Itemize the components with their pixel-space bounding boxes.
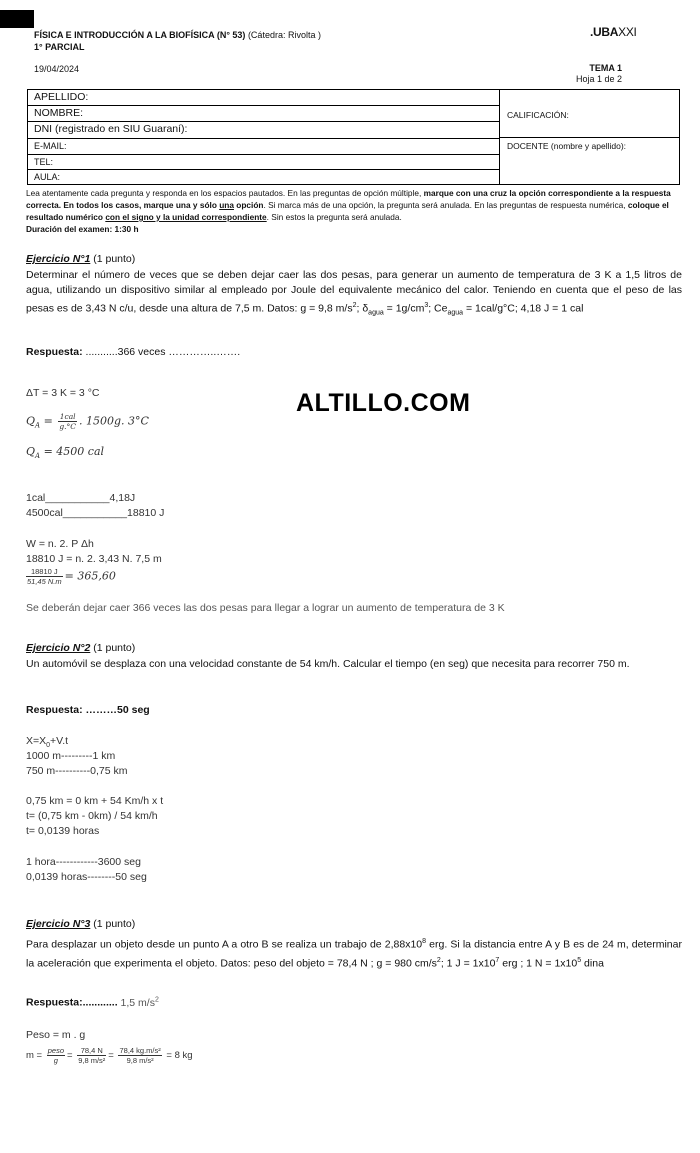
ex3-weight-eq: Peso = m . g (26, 1029, 86, 1041)
field-dni[interactable]: DNI (registrado en SIU Guaraní): (28, 122, 499, 139)
fraction-kg (118, 1046, 161, 1065)
ex2-heading (26, 642, 135, 654)
ex2-formula-sub: 0 (46, 742, 51, 750)
frac-num: 1cal (59, 412, 76, 421)
ex1-text-c: = 1g/cm (383, 302, 425, 315)
ex3-points: (1 punto) (90, 918, 136, 930)
ex2-points: (1 punto) (90, 642, 136, 654)
qa-symbol: Q (26, 414, 36, 428)
ex1-conclusion: Se deberán dejar caer 366 veces las dos pesas para llegar a lograr un aumento de temperatura de 3 K (26, 602, 505, 614)
ex2-formula-b: +V.t (50, 735, 69, 747)
ex1-heat-formula: $Q_A$ = $\frac{\text{1cal}}{g.^\circ C}$ . 1500g. 3°C (26, 412, 149, 431)
field-email[interactable]: E-MAIL: (28, 139, 499, 155)
grading-fields (500, 90, 679, 184)
ex3-text-a: Para desplazar un objeto desde un punto A a otro B se realiza un trabajo de 2,88x10 (26, 938, 423, 951)
fc-num: 78,4 kg.m/s² (119, 1046, 161, 1055)
ex2-work-7: 1 hora------------3600 seg (26, 856, 141, 868)
ex1-sub-agua: agua (368, 309, 384, 317)
ex3-answer (26, 996, 159, 1009)
catedra: (Cátedra: Rivolta ) (245, 30, 321, 40)
instr-bold-2: opción (233, 200, 264, 210)
info-fields (28, 90, 500, 184)
ex3-text-e: dina (581, 957, 604, 969)
ex2-answer (26, 704, 150, 716)
ex1-conversion-2: 4500cal___________18810 J (26, 507, 165, 519)
ex2-work-8: 0,0139 horas--------50 seg (26, 871, 147, 883)
mass-result: = 8 kg (166, 1050, 193, 1062)
m-lhs: m = (26, 1050, 43, 1062)
ex3-mass-calc: m = $\frac{\text{peso}}{g}$ = $\frac{78,4 N}{\text{9,8 m/s²}}$ = $\frac{\text{78,4 kg.m/s²}}{\text{9,8 m/s²}}$ = 8 kg (26, 1046, 193, 1065)
ex3-sup-1: 8 (422, 938, 427, 945)
ex1-text-b: ; δ (356, 302, 369, 315)
fa-den: g (53, 1056, 58, 1065)
ex3-sup-4: 5 (577, 956, 582, 964)
ex1-text-d: ; Ce (428, 302, 448, 315)
logo-main: .UBA (590, 25, 619, 39)
ex3-answer-value-wrap (118, 997, 159, 1009)
fb-num: 78,4 N (77, 1046, 106, 1056)
exam-title (34, 29, 321, 53)
ex1-sub-agua-2: agua (447, 309, 464, 317)
fraction-peso (47, 1046, 65, 1065)
instr-text-2: . Si marca más de una opción, la pregunta será anulada. En las preguntas de respuesta numérica, (263, 200, 628, 210)
fraction-newton (77, 1046, 106, 1065)
fa-num: peso (47, 1046, 65, 1055)
instr-bold-3: coloque el resultado numérico (26, 200, 669, 222)
ex1-heat-result (26, 444, 104, 464)
ex1-work-sub: 18810 J = n. 2. 3,43 N. 7,5 m (26, 553, 162, 565)
fraction-n (26, 567, 63, 586)
ex3-answer-sup: 2 (154, 996, 159, 1003)
ex2-work-3: 750 m----------0,75 km (26, 765, 128, 777)
ex1-text-a: Determinar el número de veces que se deben dejar caer las dos pesas, para generar un aumento de temperatura de 3 K a 1,5 litros de agua, utilizando un dispositivo similar al empleado por Joule del equivalente mecánico del calor. Teniendo en cuenta que el peso de las pesas es de 3,43 N c/u, desde una altura de 7,5 m. Datos: g = 9,8 m/s (26, 269, 682, 315)
instr-underline-1: una (219, 200, 234, 210)
field-aula[interactable]: AULA: (34, 172, 61, 182)
instr-text-1: Lea atentamente cada pregunta y responda en los espacios pautados. En las preguntas de opción múltiple, (26, 188, 424, 198)
f2-den: 51,45 N.m (27, 577, 62, 586)
ex3-answer-value: 1,5 m/s (117, 996, 155, 1009)
frac-den: g.°C (59, 422, 76, 431)
fb-den: 9,8 m/s² (78, 1056, 106, 1065)
qa-sub-2: A (35, 452, 41, 461)
ex3-answer-label: Respuesta: (26, 996, 83, 1009)
ex1-n-result (26, 567, 116, 586)
ex3-answer-dots: ............ (82, 996, 118, 1009)
ex2-work-5: t= (0,75 km - 0km) / 54 km/h (26, 810, 158, 822)
instr-text-3: . Sin estos la pregunta será anulada. (266, 212, 402, 222)
ex2-label: Ejercicio N°2 (26, 642, 91, 654)
f2-num: 18810 J (26, 567, 63, 577)
instr-bold-1: marque con una cruz la opción correspondiente a la respuesta correcta. En todos los casos, marque una y sólo (26, 188, 671, 210)
tema-block (560, 63, 622, 85)
ex3-statement (26, 934, 682, 971)
student-info-form (27, 89, 680, 185)
field-docente[interactable]: DOCENTE (nombre y apellido): (507, 141, 627, 151)
ex1-answer-value: ...........366 veces …………..……. (85, 346, 241, 358)
logo-suffix: XXI (618, 25, 637, 39)
ex1-statement: Determinar el número de veces que se deben dejar caer las dos pesas, para generar un aumento de temperatura de 3 K a 1,5 litros de agua, utilizando un dispositivo similar al empleado por Joule del equivalente mecánico del calor. Teniendo en cuenta que el peso de las pesas es de 3,43 N c/u, desde una altura de 7,5 m. Datos: g = 9,8 $m/s^2$; $\delta_{agua} = 1g/cm^3$; $Ce_{agua} = 1cal/g^\circ C$; 4,18 J = 1 cal (26, 269, 682, 317)
ex3-label: Ejercicio N°3 (26, 918, 91, 930)
qa-symbol-2: Q (26, 445, 36, 458)
ex1-points: (1 punto) (90, 253, 136, 265)
ex3-text-c: ; 1 J = 1x10 (440, 957, 496, 969)
f2-res: = 365,60 (64, 569, 116, 583)
exam-duration: Duración del examen: 1:30 h (26, 224, 139, 234)
ex2-answer-label: Respuesta: (26, 704, 86, 716)
instr-underline-2: con el signo y la unidad correspondiente (105, 212, 267, 222)
ex2-work-2: 1000 m---------1 km (26, 750, 116, 762)
fc-den: 9,8 m/s² (126, 1056, 154, 1065)
tema-label: TEMA 1 (589, 63, 622, 73)
exam-subtitle: 1° PARCIAL (34, 42, 85, 52)
ex3-heading (26, 918, 135, 930)
ex3-text-b: erg. Si la distancia entre A y B es de 24 m, determinar la aceleración que experimenta el objeto. Datos: peso del objeto = 78,4 N ; g = 980 cm/s (26, 938, 682, 969)
qa-rest: . 1500g. 3°C (79, 414, 149, 428)
fraction-cal (58, 412, 77, 431)
ex1-heading (26, 253, 135, 265)
field-calificacion[interactable]: CALIFICACIÓN: (507, 110, 569, 120)
instructions (26, 187, 682, 235)
uba-logo (590, 25, 637, 39)
divider (500, 137, 679, 138)
ex2-statement: Un automóvil se desplaza con una velocidad constante de 54 km/h. Calcular el tiempo (en seg) que necesita para recorrer 750 m. (26, 658, 630, 670)
page-count: Hoja 1 de 2 (575, 74, 622, 84)
ex2-work-6: t= 0,0139 horas (26, 825, 100, 837)
watermark: ALTILLO.COM (296, 389, 471, 417)
ex2-work-4: 0,75 km = 0 km + 54 Km/h x t (26, 795, 164, 807)
ex3-sup-2: 2 (436, 956, 441, 964)
qa-sub: A (35, 421, 41, 430)
ex1-text-e: = 1cal/g°C; 4,18 J = 1 cal (463, 302, 584, 315)
ex3-sup-3: 7 (495, 956, 500, 964)
ex3-text-d: erg ; 1 N = 1x10 (499, 957, 578, 969)
field-apellido[interactable]: APELLIDO: (28, 90, 499, 106)
course-title: FÍSICA E INTRODUCCIÓN A LA BIOFÍSICA (N° 53) (34, 30, 246, 40)
field-nombre[interactable]: NOMBRE: (28, 106, 499, 122)
ex2-answer-value: ………50 seg (85, 704, 150, 716)
ex2-formula-a: X=X (26, 735, 47, 747)
ex1-answer-label: Respuesta: (26, 346, 86, 358)
ex1-label: Ejercicio N°1 (26, 253, 91, 265)
ex1-answer (26, 346, 240, 358)
qa-value: = 4500 cal (43, 445, 105, 458)
ex1-work-eq: W = n. 2. P Δh (26, 538, 94, 550)
field-tel[interactable]: TEL: (28, 155, 499, 170)
redaction-block (0, 10, 34, 28)
ex1-delta-t: ΔT = 3 K = 3 °C (26, 387, 100, 399)
ex1-conversion-1: 1cal___________4,18J (26, 492, 136, 504)
exam-date: 19/04/2024 (34, 64, 80, 74)
